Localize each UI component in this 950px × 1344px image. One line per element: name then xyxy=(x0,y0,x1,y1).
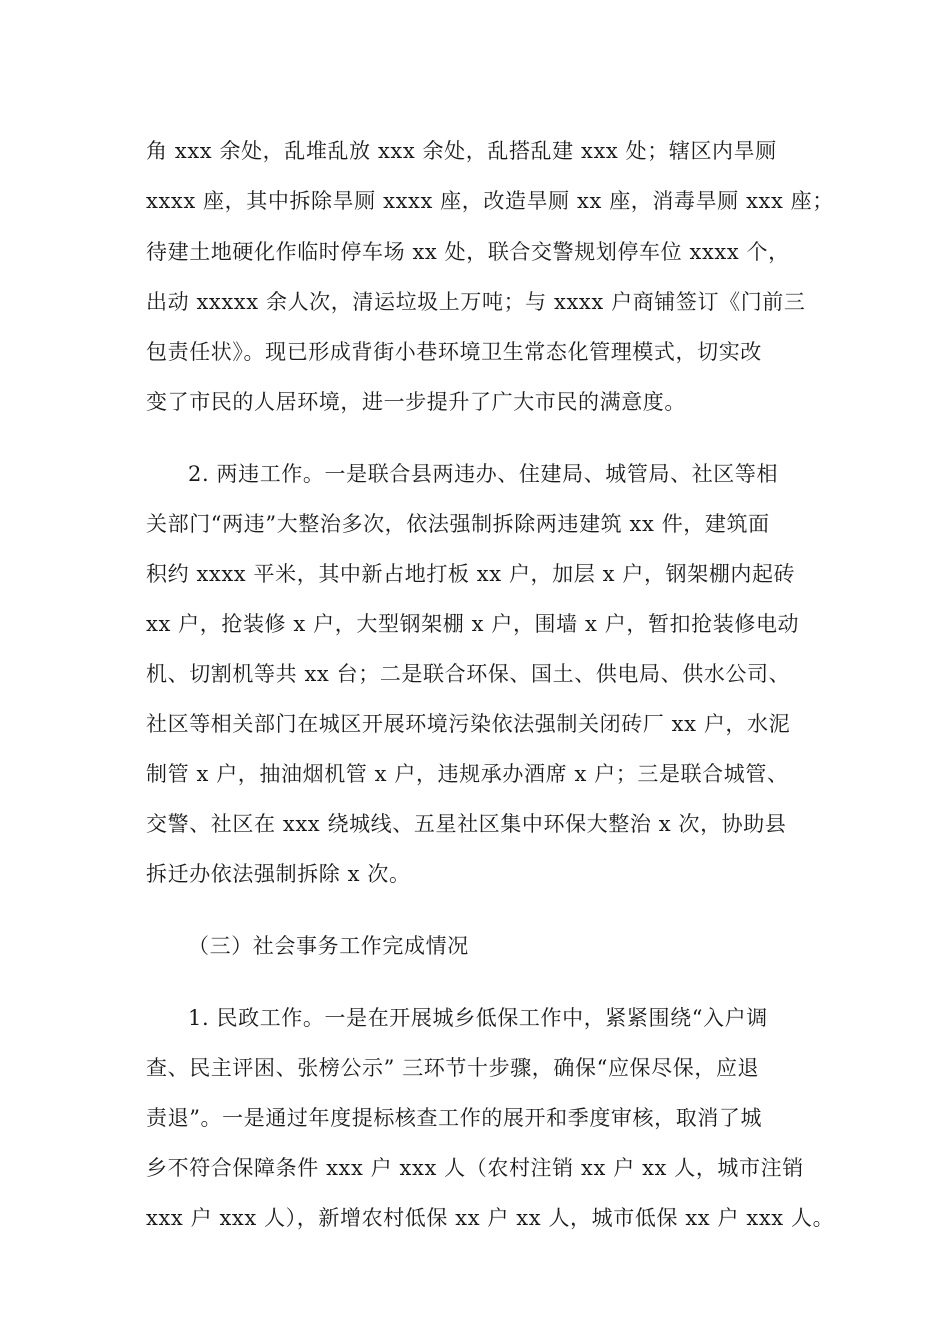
text-line: xx 户，抢装修 x 户，大型钢架棚 x 户，围墙 x 户，暂扣抢装修电动 xyxy=(146,612,800,636)
text-line: 查、民主评困、张榜公示” 三环节十步骤，确保“应保尽保，应退 xyxy=(146,1056,760,1080)
text-line: 积约 xxxx 平米，其中新占地打板 xx 户，加层 x 户，钢架棚内起砖 xyxy=(146,562,796,586)
text-line: 2. 两违工作。一是联合县两违办、住建局、城管局、社区等相 xyxy=(188,462,779,486)
section-heading: （三）社会事务工作完成情况 xyxy=(188,934,469,958)
text-line: 责退”。一是通过年度提标核查工作的展开和季度审核，取消了城 xyxy=(146,1106,763,1130)
text-line: 交警、社区在 xxx 绕城线、五星社区集中环保大整治 x 次，协助县 xyxy=(146,812,787,836)
text-line: 出动 xxxxx 余人次，清运垃圾上万吨；与 xxxx 户商铺签订《门前三 xyxy=(146,290,806,314)
text-line: 拆迁办依法强制拆除 x 次。 xyxy=(146,862,411,886)
text-line: xxxx 座，其中拆除旱厕 xxxx 座，改造旱厕 xx 座，消毒旱厕 xxx 座； xyxy=(146,189,834,213)
text-line: 包责任状》。现已形成背街小巷环境卫生常态化管理模式，切实改 xyxy=(146,340,762,364)
text-line: xxx 户 xxx 人），新增农村低保 xx 户 xx 人，城市低保 xx 户 xxx 人。 xyxy=(146,1206,835,1230)
text-line: 角 xxx 余处，乱堆乱放 xxx 余处，乱搭乱建 xxx 处；辖区内旱厕 xyxy=(146,139,777,163)
text-line: 1. 民政工作。一是在开展城乡低保工作中，紧紧围绕“入户调 xyxy=(188,1006,768,1030)
text-line: 变了市民的人居环境，进一步提升了广大市民的满意度。 xyxy=(146,390,686,414)
text-line: 关部门“两违”大整治多次，依法强制拆除两违建筑 xx 件，建筑面 xyxy=(146,512,770,536)
text-line: 待建土地硬化作临时停车场 xx 处，联合交警规划停车位 xxxx 个， xyxy=(146,240,790,264)
text-line: 制管 x 户，抽油烟机管 x 户，违规承办酒席 x 户；三是联合城管、 xyxy=(146,762,789,786)
text-line: 社区等相关部门在城区开展环境污染依法强制关闭砖厂 xx 户，水泥 xyxy=(146,712,791,736)
text-line: 机、切割机等共 xx 台；二是联合环保、国土、供电局、供水公司、 xyxy=(146,662,791,686)
text-line: 乡不符合保障条件 xxx 户 xxx 人（农村注销 xx 户 xx 人，城市注销 xyxy=(146,1156,804,1180)
